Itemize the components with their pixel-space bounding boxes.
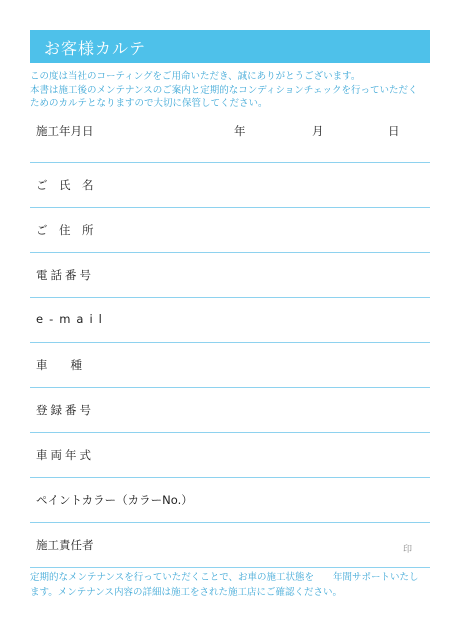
phone-label: 電話番号 bbox=[36, 268, 94, 282]
installer-row[interactable] bbox=[30, 523, 430, 568]
install-date-row[interactable] bbox=[30, 118, 430, 163]
email-row[interactable] bbox=[30, 298, 430, 343]
email-label: e-mail bbox=[36, 312, 108, 326]
month-label: 月 bbox=[312, 124, 324, 138]
paint-color-label: ペイントカラー（カラーNo.） bbox=[36, 493, 193, 507]
footer-line: 定期的なメンテナンスを行っていただくことで、お車の施工状態を 年間サポートいたし bbox=[30, 572, 419, 583]
address-row[interactable] bbox=[30, 208, 430, 253]
title-bar bbox=[30, 30, 430, 63]
intro-line: この度は当社のコーティングをご用命いただき、誠にありがとうございます。 bbox=[30, 71, 361, 82]
customer-form bbox=[30, 118, 430, 568]
intro-line: 本書は施工後のメンテナンスのご案内と定期的なコンディションチェックを行っていただく bbox=[30, 84, 418, 96]
footer-line: ます。メンテナンス内容の詳細は施工をされた施工店にご確認ください。 bbox=[30, 587, 342, 598]
installer-label: 施工責任者 bbox=[36, 538, 94, 552]
car-year-label: 車両年式 bbox=[36, 448, 94, 462]
name-row[interactable] bbox=[30, 163, 430, 208]
name-label: ご 氏 名 bbox=[36, 178, 94, 192]
registration-label: 登録番号 bbox=[36, 403, 94, 417]
year-label: 年 bbox=[234, 124, 246, 138]
footer-text bbox=[30, 570, 440, 600]
car-type-label: 車 種 bbox=[36, 358, 82, 372]
car-type-row[interactable] bbox=[30, 343, 430, 388]
phone-row[interactable] bbox=[30, 253, 430, 298]
address-label: ご 住 所 bbox=[36, 223, 94, 237]
paint-color-row[interactable] bbox=[30, 478, 430, 523]
car-year-row[interactable] bbox=[30, 433, 430, 478]
registration-row[interactable] bbox=[30, 388, 430, 433]
page-title: お客様カルテ bbox=[44, 39, 147, 58]
intro-line: ためのカルテとなりますので大切に保管してください。 bbox=[30, 98, 268, 109]
seal-mark: 印 bbox=[402, 545, 412, 555]
install-date-label: 施工年月日 bbox=[36, 124, 94, 138]
intro-text bbox=[30, 70, 440, 111]
day-label: 日 bbox=[388, 124, 400, 138]
